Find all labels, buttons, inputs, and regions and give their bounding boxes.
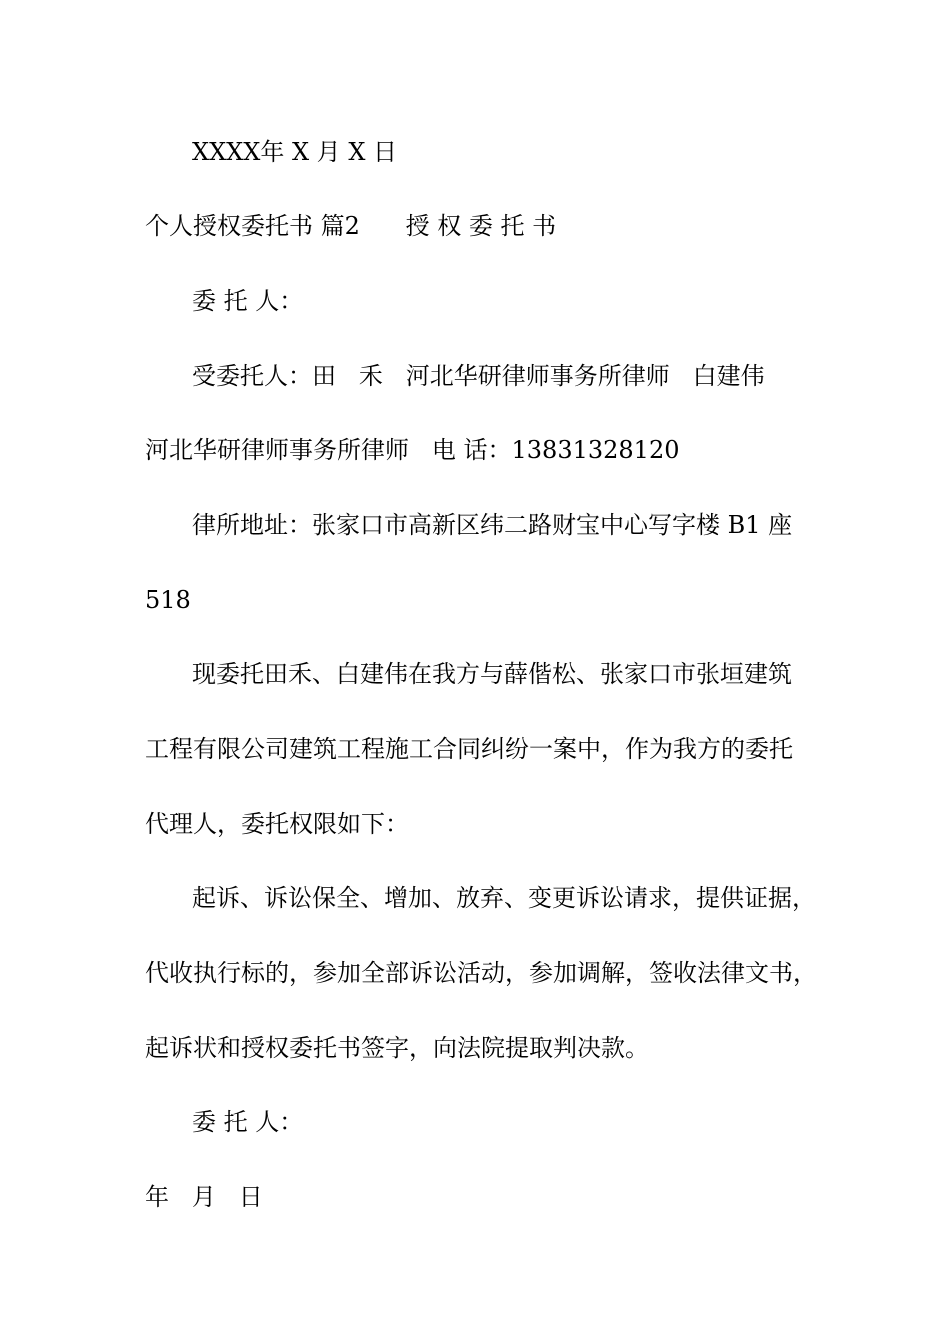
- agent-phone-line: 河北华研律师事务所律师 电 话：13831328120: [145, 436, 680, 464]
- delegation-paragraph-line-1: 现委托田禾、白建伟在我方与薛偕松、张家口市张垣建筑: [192, 660, 792, 688]
- firm-address-line: 律所地址：张家口市高新区纬二路财宝中心写字楼 B1 座: [192, 511, 793, 539]
- delegation-paragraph-line-3: 代理人，委托权限如下：: [145, 810, 409, 838]
- authority-paragraph-line-2: 代收执行标的，参加全部诉讼活动，参加调解，签收法律文书，: [145, 959, 817, 987]
- principal-signature-line: 委 托 人：: [192, 1108, 304, 1136]
- signature-date-line: 年 月 日: [145, 1183, 263, 1211]
- principal-line: 委 托 人：: [192, 287, 304, 315]
- authority-paragraph-line-1: 起诉、诉讼保全、增加、放弃、变更诉讼请求，提供证据，: [192, 884, 816, 912]
- firm-address-cont-line: 518: [145, 586, 191, 614]
- section-title-line: 个人授权委托书 篇2 授 权 委 托 书: [145, 212, 557, 240]
- agent-line: 受委托人：田 禾 河北华研律师事务所律师 白建伟: [192, 362, 765, 390]
- delegation-paragraph-line-2: 工程有限公司建筑工程施工合同纠纷一案中，作为我方的委托: [145, 735, 793, 763]
- date-line: XXXX年 X 月 X 日: [192, 138, 398, 166]
- authority-paragraph-line-3: 起诉状和授权委托书签字，向法院提取判决款。: [145, 1034, 649, 1062]
